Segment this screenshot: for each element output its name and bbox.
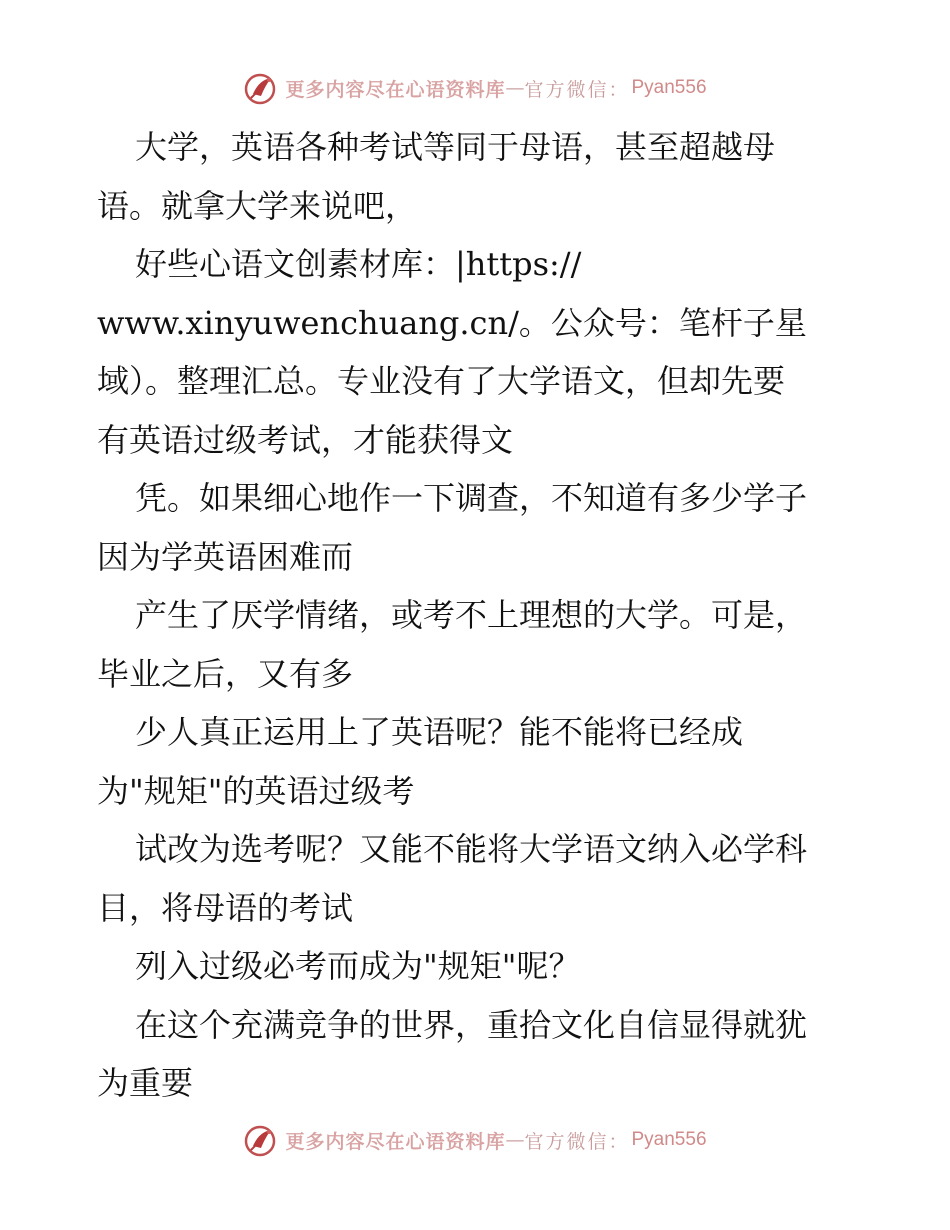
header-banner bbox=[0, 70, 950, 106]
banner-wechat-id: Pyan556 bbox=[631, 1129, 707, 1150]
body-text bbox=[97, 118, 877, 1113]
banner-title: 更多内容尽在心语资料库 bbox=[285, 1130, 506, 1153]
banner-wechat-label: 官方微信： bbox=[524, 1130, 630, 1153]
text-line: 大学，英语各种考试等同于母语，甚至超越母 bbox=[135, 128, 776, 166]
text-line: 产生了厌学情绪，或考不上理想的大学。可是， bbox=[135, 596, 808, 634]
footer-banner bbox=[0, 1122, 950, 1158]
text-line: 毕业之后，又有多 bbox=[97, 654, 354, 693]
banner-title: 更多内容尽在心语资料库 bbox=[285, 78, 506, 101]
text-line: 少人真正运用上了英语呢？能不能将已经成 bbox=[135, 713, 744, 751]
text-line: 好些心语文创素材库：|https:// bbox=[135, 245, 582, 283]
text-line: 目，将母语的考试 bbox=[97, 888, 354, 927]
text-line: 试改为选考呢？又能不能将大学语文纳入必学科 bbox=[135, 830, 808, 868]
text-line: 凭。如果细心地作一下调查，不知道有多少学子 bbox=[135, 479, 808, 517]
banner-wechat-id: Pyan556 bbox=[631, 77, 707, 98]
text-line: 域）。整理汇总。专业没有了大学语文，但却先要 bbox=[97, 362, 786, 400]
text-line: 语。就拿大学来说吧， bbox=[97, 186, 418, 225]
banner-separator: — bbox=[505, 1129, 525, 1151]
text-line: 为重要 bbox=[97, 1064, 194, 1102]
text-line: www.xinyuwenchuang.cn/。公众号：笔杆子星 bbox=[97, 303, 807, 342]
text-line: 有英语过级考试，才能获得文 bbox=[97, 420, 514, 459]
text-line: 因为学英语困难而 bbox=[97, 537, 354, 576]
text-line: 在这个充满竞争的世界，重拾文化自信显得就犹 bbox=[135, 1005, 808, 1044]
banner-wechat-label: 官方微信： bbox=[524, 78, 630, 101]
brand-logo-icon bbox=[243, 1122, 279, 1158]
brand-logo-icon bbox=[243, 70, 279, 106]
banner-separator: — bbox=[505, 77, 525, 99]
text-line: 为"规矩"的英语过级考 bbox=[97, 771, 415, 810]
text-line: 列入过级必考而成为"规矩"呢？ bbox=[135, 947, 581, 985]
